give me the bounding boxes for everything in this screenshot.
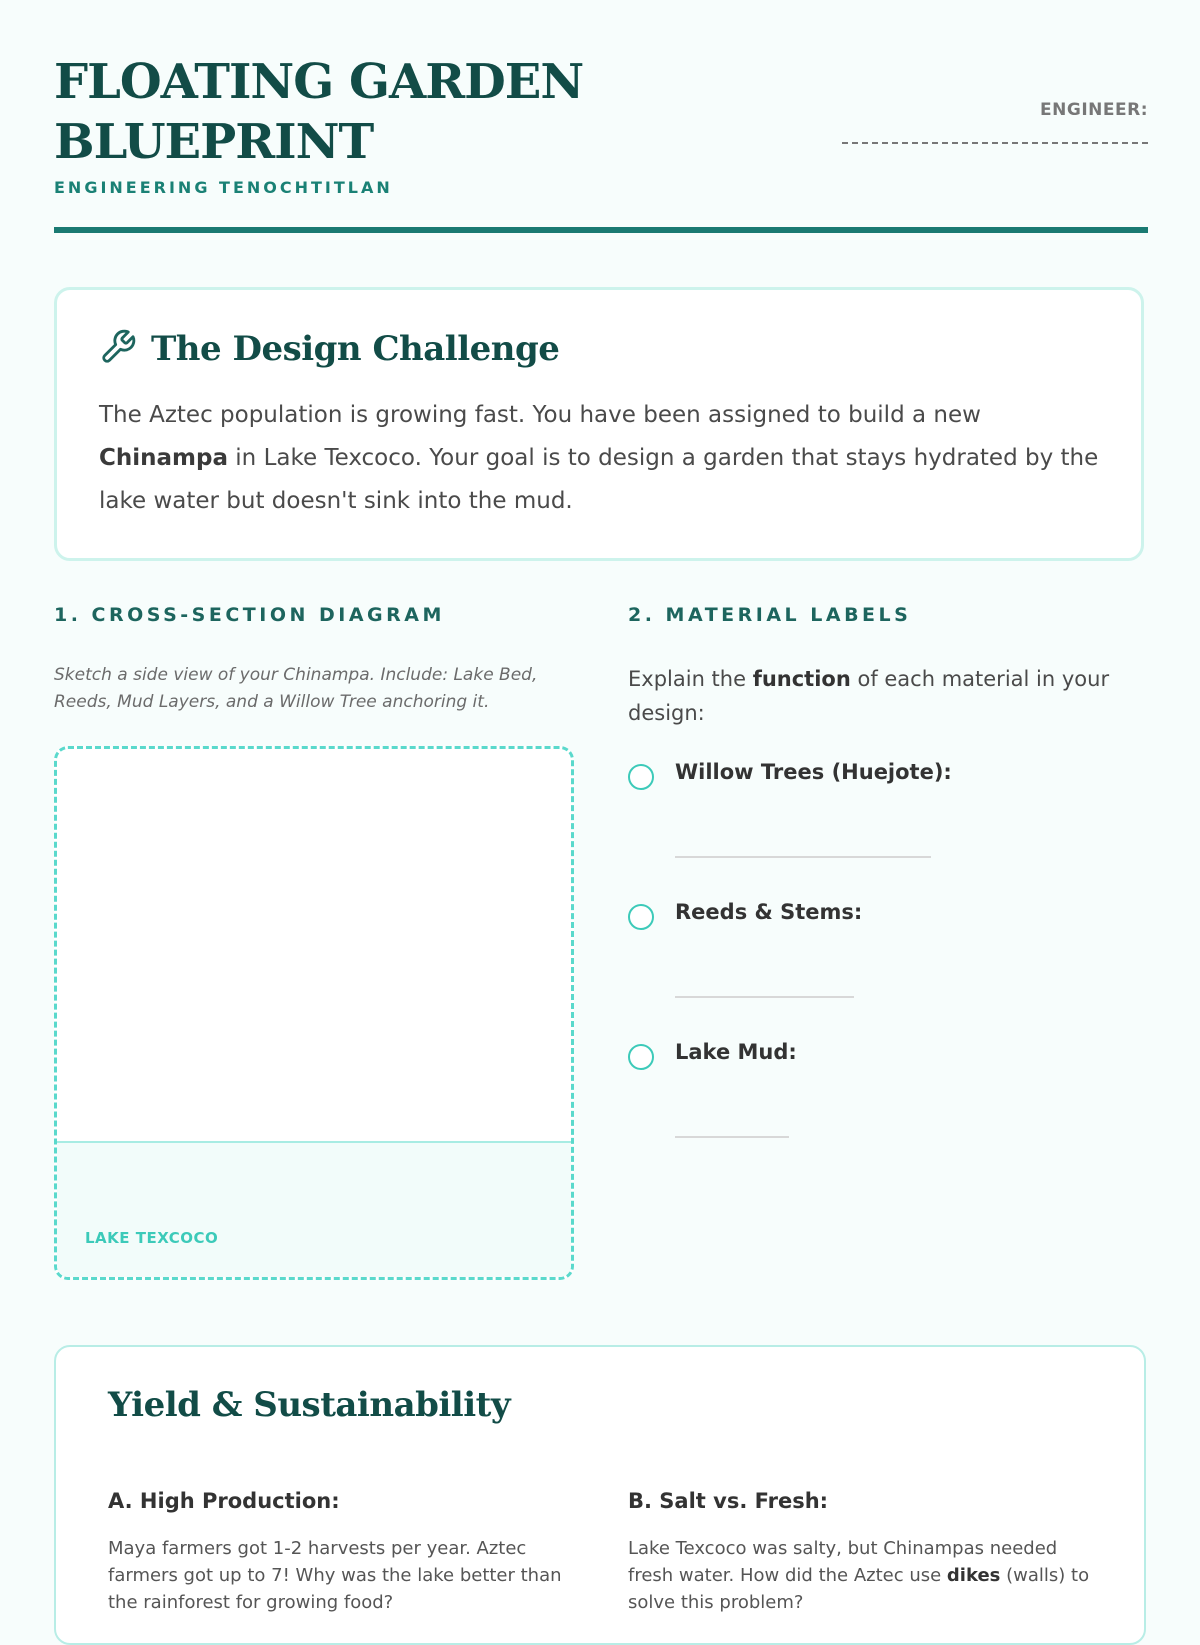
- answer-line-mud[interactable]: [675, 1136, 789, 1138]
- challenge-text-2: in Lake Texcoco. Your goal is to design a garden that stays hydrated by the lake water but doesn't sink into the mud.: [99, 445, 1099, 514]
- engineer-label: ENGINEER:: [1040, 100, 1148, 120]
- lake-label: LAKE TEXCOCO: [85, 1229, 219, 1247]
- header-divider: [54, 227, 1148, 233]
- question-b-text-bold: dikes: [946, 1565, 1001, 1586]
- design-challenge-heading: [99, 328, 559, 370]
- question-b-text-2: (walls) to solve this problem?: [628, 1565, 1090, 1613]
- material-label-reeds: Reeds & Stems:: [675, 900, 863, 924]
- explain-text-1: Explain the: [628, 667, 753, 691]
- question-b-text-1: Lake Texcoco was salty, but Chinampas needed fresh water. How did the Aztec use: [628, 1538, 1058, 1586]
- challenge-text-bold: Chinampa: [99, 445, 228, 471]
- yield-sustainability-card: [54, 1345, 1146, 1645]
- design-challenge-title: The Design Challenge: [151, 329, 560, 369]
- lake-region: [57, 1141, 571, 1277]
- title-line-1: FLOATING GARDEN: [54, 54, 584, 110]
- wrench-icon: [99, 328, 137, 370]
- checkbox-circle[interactable]: [628, 764, 654, 790]
- cross-section-heading: 1. CROSS-SECTION DIAGRAM: [54, 604, 445, 626]
- page-subtitle: ENGINEERING TENOCHTITLAN: [54, 178, 393, 197]
- explain-text-bold: function: [752, 667, 851, 691]
- checkbox-circle[interactable]: [628, 904, 654, 930]
- answer-line-reeds[interactable]: [675, 996, 854, 998]
- page-header: [54, 52, 1148, 232]
- question-a-text: Maya farmers got 1-2 harvests per year. Aztec farmers got up to 7! Why was the lake better than the rainforest for growing food?: [108, 1538, 562, 1613]
- challenge-text-1: The Aztec population is growing fast. You have been assigned to build a new: [99, 402, 981, 428]
- explain-text-2: of each material in your design:: [628, 667, 1110, 725]
- question-a-title: A. High Production:: [108, 1489, 340, 1513]
- yield-title: Yield & Sustainability: [108, 1385, 511, 1425]
- material-label-mud: Lake Mud:: [675, 1040, 797, 1064]
- checkbox-circle[interactable]: [628, 1044, 654, 1070]
- engineer-name-blank[interactable]: [842, 120, 1148, 144]
- design-challenge-text: [99, 394, 1109, 523]
- material-labels-instructions: [628, 662, 1148, 730]
- title-line-2: BLUEPRINT: [54, 114, 374, 170]
- engineer-field: [842, 100, 1148, 144]
- sketch-area[interactable]: [54, 746, 574, 1280]
- cross-section-instructions: Sketch a side view of your Chinampa. Include: Lake Bed, Reeds, Mud Layers, and a Willow Tree anchoring it.: [54, 665, 538, 712]
- question-b-text: [628, 1535, 1098, 1616]
- material-labels-section: [628, 604, 1148, 1064]
- question-a: [108, 1489, 578, 1616]
- cross-section-section: [54, 604, 574, 1247]
- question-b-title: B. Salt vs. Fresh:: [628, 1489, 829, 1513]
- question-b: [628, 1489, 1098, 1616]
- material-label-willow: Willow Trees (Huejote):: [675, 760, 952, 784]
- design-challenge-card: [54, 287, 1144, 561]
- material-labels-heading: 2. MATERIAL LABELS: [628, 604, 912, 626]
- answer-line-willow[interactable]: [675, 856, 931, 858]
